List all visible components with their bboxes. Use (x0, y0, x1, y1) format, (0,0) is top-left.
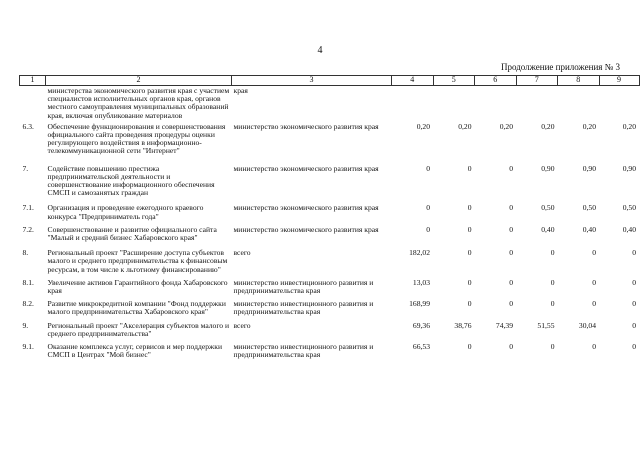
page-number: 4 (317, 45, 323, 56)
row-value: 0,20 (622, 121, 636, 131)
row-name: Развитие микрокредитной компании "Фонд поддержки малого предпринимательства Хабаровского края" (47, 299, 226, 317)
row-value: 0 (592, 342, 596, 352)
row-value: 168,99 (409, 299, 430, 309)
row-number: 7.1. (22, 203, 34, 213)
row-number: 9. (22, 320, 29, 330)
row-executor: министерство экономического развития края (233, 121, 379, 131)
column-header: 6 (475, 76, 517, 86)
row-value (475, 86, 517, 122)
row-number: 9.1. (22, 342, 34, 352)
row-name: Совершенствование и развитие официального сайта "Малый и средний бизнес Хабаровского края" (47, 224, 217, 243)
column-header: 2 (46, 76, 232, 86)
row-value: 0 (467, 248, 472, 258)
row-value (433, 86, 475, 122)
row-value: 0 (509, 248, 513, 258)
table-row (20, 225, 640, 248)
row-name: Увеличение активов Гарантийного фонда Хабаровского края (47, 277, 228, 296)
row-value: 0 (550, 342, 555, 352)
table-row (20, 278, 640, 299)
row-value: 0 (592, 299, 596, 309)
row-value: 0 (467, 277, 472, 287)
table-row (20, 86, 640, 122)
table-row (20, 321, 640, 342)
row-executor: края (233, 86, 248, 95)
row-executor: министерство инвестиционного развития и предпринимательства края (233, 277, 374, 296)
row-value: 0,50 (582, 203, 596, 213)
table-row (20, 164, 640, 204)
row-value: 0 (467, 203, 472, 213)
row-value: 69,36 (412, 320, 430, 330)
table-row (20, 203, 640, 224)
row-value: 0,20 (458, 121, 472, 131)
appendix-label: Продолжение приложения № 3 (500, 62, 620, 72)
row-value: 0,90 (582, 163, 596, 173)
row-value: 0,90 (541, 163, 555, 173)
row-value: 0 (550, 248, 555, 258)
row-executor: министерство инвестиционного развития и предпринимательства края (233, 342, 374, 360)
row-number: 8.2. (22, 299, 34, 309)
row-value: 0,20 (416, 121, 430, 131)
row-executor: министерство экономического развития края (233, 224, 379, 234)
row-number: 7. (22, 163, 29, 173)
table-header-row (20, 76, 640, 86)
row-value: 0 (632, 320, 636, 330)
column-header: 1 (20, 76, 46, 86)
table-row (20, 342, 640, 359)
row-value: 0,40 (582, 224, 596, 234)
table-row (20, 299, 640, 320)
row-name: Организация и проведение ежегодного краевого конкурса "Предприниматель года" (47, 203, 204, 221)
row-value: 0,50 (622, 203, 636, 213)
row-value: 0,90 (622, 163, 636, 173)
row-number: 8.1. (22, 277, 34, 287)
table-row (20, 248, 640, 278)
row-name: Региональный проект "Расширение доступа субъектов малого и среднего предпринимательства к финансовым ресурсам, в том числе к льготному финансированию" (47, 248, 228, 274)
row-value: 0 (467, 224, 472, 234)
row-value: 0,20 (499, 121, 513, 131)
column-header: 7 (516, 76, 558, 86)
column-header: 4 (392, 76, 434, 86)
budget-table (19, 75, 640, 359)
row-value (516, 86, 558, 122)
row-value (599, 86, 639, 122)
row-value (558, 86, 600, 122)
row-executor: всего (233, 248, 251, 258)
row-value: 38,76 (454, 320, 472, 330)
row-value: 0 (509, 224, 513, 234)
row-value: 0,40 (541, 224, 555, 234)
row-value: 0 (509, 277, 513, 287)
column-header: 3 (232, 76, 392, 86)
row-name: министерства экономического развития края с участием специалистов исполнительных органов края, органов местного самоуправления муниципальных образований края, включая опубликование материалов (47, 86, 230, 120)
row-value: 0,20 (582, 121, 596, 131)
column-header: 5 (433, 76, 475, 86)
row-value: 0 (509, 299, 513, 309)
row-value: 0,50 (541, 203, 555, 213)
row-number (20, 86, 46, 122)
row-value: 0 (509, 163, 513, 173)
table-body (20, 86, 640, 360)
row-value: 0 (632, 299, 636, 309)
row-name: Региональный проект "Акселерация субъектов малого и среднего предпринимательства" (47, 320, 230, 338)
row-value (392, 86, 434, 122)
row-name: Обеспечение функционирования и совершенствования официального сайта проведения процедуры оценки регулирующего воздействия в информационно-телекоммуникационной сети "Интернет" (47, 121, 226, 156)
column-header: 9 (599, 76, 639, 86)
row-name: Оказание комплекса услуг, сервисов и мер поддержки СМСП в Центрах "Мой бизнес" (47, 342, 223, 360)
column-header: 8 (558, 76, 600, 86)
row-number: 8. (22, 248, 29, 258)
row-executor: министерство инвестиционного развития и предпринимательства края (233, 299, 374, 317)
row-value: 0 (426, 163, 430, 173)
table-row (20, 122, 640, 164)
row-value: 66,53 (412, 342, 430, 352)
row-executor: министерство экономического развития края (233, 163, 379, 173)
row-value: 30,04 (578, 320, 596, 330)
row-number: 7.2. (22, 224, 34, 234)
row-executor: всего (233, 320, 251, 330)
row-value: 51,55 (537, 320, 555, 330)
row-value: 0 (592, 248, 596, 258)
row-value: 13,03 (412, 277, 430, 287)
row-value: 0 (509, 342, 513, 352)
row-value: 74,39 (495, 320, 513, 330)
row-value: 0 (632, 277, 636, 287)
row-name: Содействие повышению престижа предпринимательской деятельности и совершенствование информационного обеспечения СМСП и самозанятых граждан (47, 163, 215, 198)
row-value: 0 (632, 248, 636, 258)
row-value: 0 (426, 224, 430, 234)
row-value: 0 (550, 299, 555, 309)
row-value: 0,40 (622, 224, 636, 234)
row-value: 0 (426, 203, 430, 213)
row-value: 0 (632, 342, 636, 352)
row-number: 6.3. (22, 121, 34, 131)
row-value: 0 (467, 299, 472, 309)
row-value: 0 (592, 277, 596, 287)
row-value: 0,20 (541, 121, 555, 131)
row-value: 0 (550, 277, 555, 287)
row-value: 0 (467, 163, 472, 173)
row-executor: министерство экономического развития края (233, 203, 379, 213)
row-value: 0 (467, 342, 472, 352)
row-value: 0 (509, 203, 513, 213)
row-value: 182,02 (409, 248, 430, 258)
